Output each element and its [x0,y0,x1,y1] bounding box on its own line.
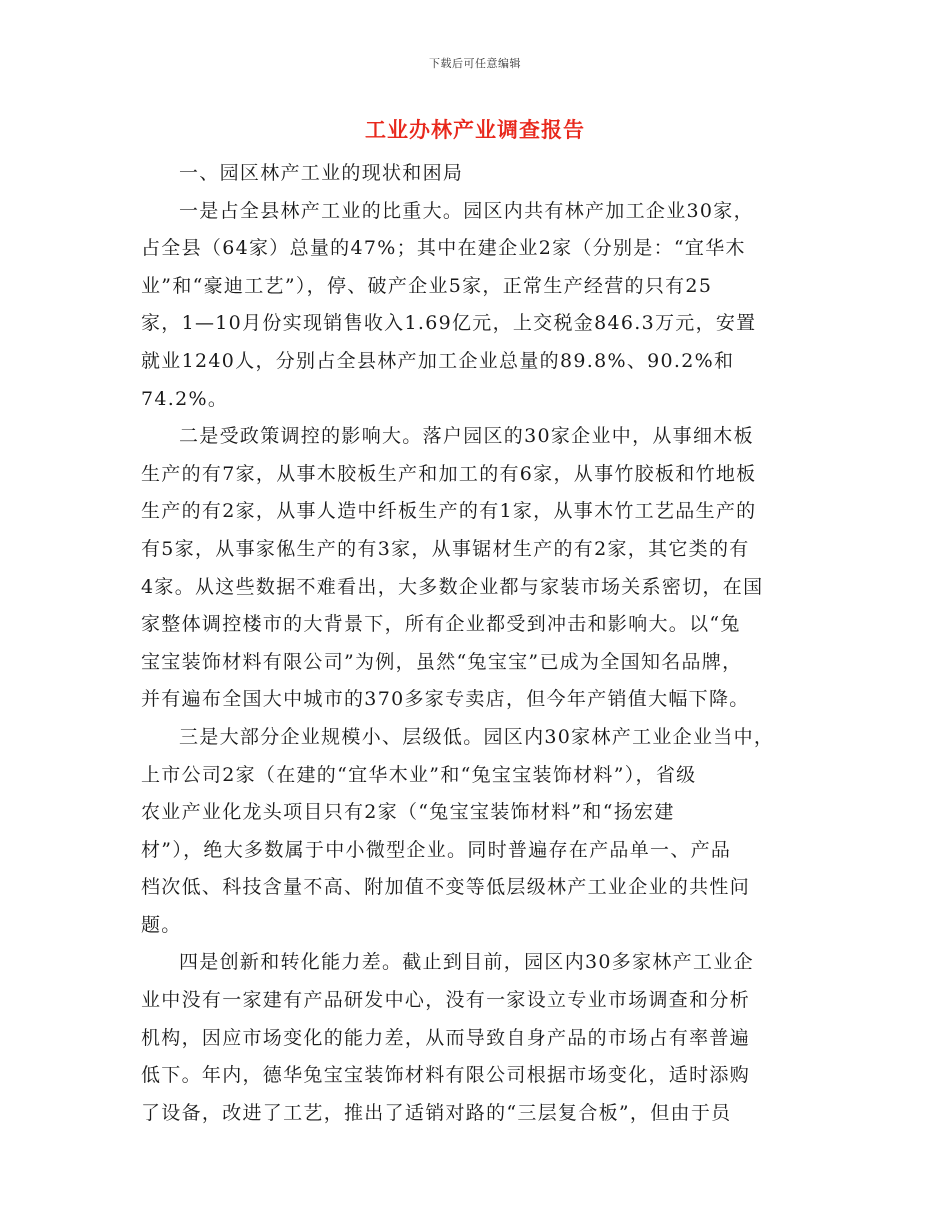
paragraph-1: 一是占全县林产工业的比重大。园区内共有林产加工企业30家， 占全县（64家）总量的47%；其中在建企业2家（分别是：“宜华木 业”和“豪迪工艺”），停、破产企业5家，正常生产经营的只有25 家，1—10月份实现销售收入1.69亿元，上交税金846.3万元，安置 就业1240人，分别占全县林产加工企业总量的89.8%、90.2%和 74.2%。 [141,199,757,410]
document-title: 工业办林产业调查报告 [365,117,585,142]
document-body [141,155,815,1132]
paragraph-4: 四是创新和转化能力差。截止到目前，园区内30多家林产工业企 业中没有一家建有产品研发中心，没有一家设立专业市场调查和分析 机构，因应市场变化的能力差，从而导致自身产品的市场占有率普遍 低下。年内，德华兔宝宝装饰材料有限公司根据市场变化，适时添购 了设备，改进了工艺，推出了适销对路的“三层复合板”，但由于员 [141,951,754,1124]
paragraph-3: 三是大部分企业规模小、层级低。园区内30家林产工业企业当中， 上市公司2家（在建的“宜华木业”和“兔宝宝装饰材料”），省级 农业产业化龙头项目只有2家（“兔宝宝装饰材料”和“扬宏建 材”），绝大多数属于中小微型企业。同时普遍存在产品单一、产品 档次低、科技含量不高、附加值不变等低层级林产工业企业的共性问 题。 [141,725,775,936]
section-heading: 一、园区林产工业的现状和困局 [179,162,464,184]
paragraph-2: 二是受政策调控的影响大。落户园区的30家企业中，从事细木板 生产的有7家，从事木胶板生产和加工的有6家，从事竹胶板和竹地板 生产的有2家，从事人造中纤板生产的有1家，从事木竹工艺品生产的 有5家，从事家俬生产的有3家，从事锯材生产的有2家，其它类的有 4家。从这些数据不难看出，大多数企业都与家装市场关系密切，在国 家整体调控楼市的大背景下，所有企业都受到冲击和影响大。以“兔 宝宝装饰材料有限公司”为例，虽然“兔宝宝”已成为全国知名品牌， 并有遍布全国大中城市的370多家专卖店，但今年产销值大幅下降。 [141,425,764,711]
page-header-note: 下载后可任意编辑 [429,57,521,70]
